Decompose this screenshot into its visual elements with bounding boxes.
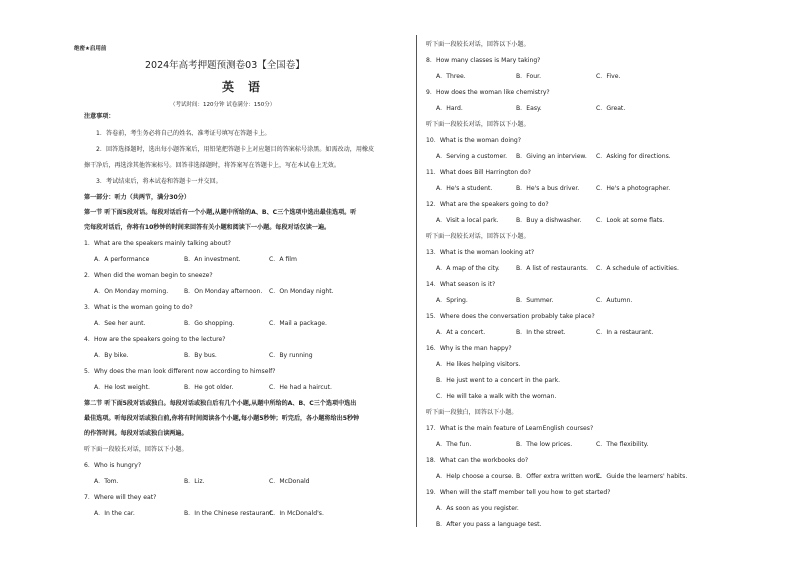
option[interactable]: C．He's a photographer.: [596, 185, 671, 192]
question-stem: 2．When did the woman begin to sneeze?: [84, 272, 213, 279]
section1-instructions: 第一节 听下面5段对话。每段对话后有一个小题,从题中所给的A、B、C三个选项中选出最佳选项。听: [84, 209, 357, 216]
option[interactable]: B．The low prices.: [516, 441, 573, 448]
column-divider: [416, 35, 417, 527]
question-stem: 12．What are the speakers going to do?: [426, 201, 549, 208]
notice-item: 1．答卷前，考生务必将自己的姓名、准考证号填写在答题卡上。: [96, 130, 271, 137]
question-stem: 5．Why does the man look different now according to himself?: [84, 368, 276, 375]
option[interactable]: A．At a concert.: [436, 329, 486, 336]
option[interactable]: A．Serving a customer.: [436, 153, 508, 160]
option[interactable]: B．In the street.: [516, 329, 566, 336]
question-stem: 18．What can the workbooks do?: [426, 457, 529, 464]
option[interactable]: A．On Monday morning.: [94, 288, 169, 295]
option[interactable]: A．A map of the city.: [436, 265, 500, 272]
option[interactable]: A．Hard.: [436, 105, 463, 112]
exam-meta: （考试时间：120分钟 试卷满分：150分）: [170, 102, 276, 108]
listen-prompt: 听下面一段较长对话，回答以下小题。: [426, 121, 530, 128]
option[interactable]: A．By bike.: [94, 352, 129, 359]
option[interactable]: B．Offer extra written work.: [516, 473, 602, 480]
question-stem: 4．How are the speakers going to the lecture?: [84, 336, 226, 343]
subject-title: 英语: [222, 80, 275, 94]
notice-item: 3．考试结束后，将本试卷和答题卡一并交回。: [96, 178, 222, 185]
listen-prompt: 听下面一段较长对话，回答以下小题。: [84, 446, 188, 453]
option[interactable]: A．In the car.: [94, 510, 135, 517]
option[interactable]: C．Asking for directions.: [596, 153, 671, 160]
option[interactable]: A．He likes helping visitors.: [436, 361, 521, 368]
option[interactable]: A．A performance: [94, 256, 150, 263]
option[interactable]: B．Buy a dishwasher.: [516, 217, 582, 224]
option[interactable]: C．He will take a walk with the woman.: [436, 393, 557, 400]
option[interactable]: B．Go shopping.: [184, 320, 235, 327]
option[interactable]: C．On Monday night.: [269, 288, 334, 295]
question-stem: 19．When will the staff member tell you how to get started?: [426, 489, 611, 496]
option[interactable]: C．In a restaurant.: [596, 329, 654, 336]
option[interactable]: B．Easy.: [516, 105, 542, 112]
option[interactable]: B．A list of restaurants.: [516, 265, 588, 272]
option[interactable]: A．See her aunt.: [94, 320, 146, 327]
option[interactable]: A．Spring.: [436, 297, 468, 304]
option[interactable]: B．Liz.: [184, 478, 205, 485]
option[interactable]: A．Three.: [436, 73, 466, 80]
section1-instructions: 完每段对话后，你将有10秒钟的时间来回答有关小题和阅读下一小题。每段对话仅读一遍。: [84, 224, 331, 231]
question-stem: 17．What is the main feature of LearnEnglish courses?: [426, 425, 594, 432]
option[interactable]: C．McDonald: [269, 478, 310, 485]
option[interactable]: B．He got older.: [184, 384, 234, 391]
question-stem: 9．How does the woman like chemistry?: [426, 89, 550, 96]
exam-title: 2024年高考押题预测卷03【全国卷】: [145, 60, 305, 71]
section2-instructions: 第二节 听下面5段对话或独白。每段对话或独白后有几个小题,从题中所给的A、B、C三个选项中选出: [84, 400, 357, 407]
option[interactable]: A．He's a student.: [436, 185, 493, 192]
option[interactable]: C．In McDonald's.: [269, 510, 324, 517]
option[interactable]: C．Five.: [596, 73, 621, 80]
notice-item: 擦干净后，再选涂其他答案标号。回答非选择题时，将答案写在答题卡上，写在本试卷上无效。: [84, 162, 340, 169]
listen-prompt: 听下面一段较长对话，回答以下小题。: [426, 233, 530, 240]
option[interactable]: B．Four.: [516, 73, 542, 80]
question-stem: 11．What does Bill Harrington do?: [426, 169, 531, 176]
question-stem: 1．What are the speakers mainly talking about?: [84, 240, 231, 247]
option[interactable]: C．Mail a package.: [269, 320, 327, 327]
option[interactable]: C．Autumn.: [596, 297, 633, 304]
option[interactable]: A．The fun.: [436, 441, 472, 448]
part1-heading: 第一部分：听力（共两节，满分30分）: [84, 194, 190, 201]
option[interactable]: C．By running: [269, 352, 313, 359]
question-stem: 3．What is the woman going to do?: [84, 304, 193, 311]
option[interactable]: A．Tom.: [94, 478, 119, 485]
option[interactable]: C．A film: [269, 256, 297, 263]
option[interactable]: B．He's a bus driver.: [516, 185, 580, 192]
secret-mark: 绝密★启用前: [74, 46, 107, 52]
option[interactable]: A．Help choose a course.: [436, 473, 514, 480]
question-stem: 15．Where does the conversation probably take place?: [426, 313, 595, 320]
section2-instructions: 的作答时间。每段对话或独白读两遍。: [84, 430, 188, 437]
option[interactable]: B．On Monday afternoon.: [184, 288, 263, 295]
option[interactable]: C．A schedule of activities.: [596, 265, 679, 272]
notice-item: 2．回答选择题时，选出每小题答案后，用铅笔把答题卡上对应题目的答案标号涂黑。如需改动，用橡皮: [96, 146, 375, 153]
section2-instructions: 最佳选项。听每段对话或独白前,你将有时间阅读各个小题,每小题5秒钟；听完后，各小题将给出5秒钟: [84, 415, 360, 422]
option[interactable]: B．Summer.: [516, 297, 554, 304]
option[interactable]: C．Guide the learners' habits.: [596, 473, 688, 480]
question-stem: 7．Where will they eat?: [84, 494, 157, 501]
option[interactable]: C．The flexibility.: [596, 441, 649, 448]
option[interactable]: A．Visit a local park.: [436, 217, 499, 224]
option[interactable]: B．Giving an interview.: [516, 153, 587, 160]
option[interactable]: B．An investment.: [184, 256, 241, 263]
option[interactable]: B．By bus.: [184, 352, 217, 359]
option[interactable]: C．Great.: [596, 105, 626, 112]
option[interactable]: B．He just went to a concert in the park.: [436, 377, 561, 384]
question-stem: 6．Who is hungry?: [84, 462, 142, 469]
question-stem: 8．How many classes is Mary taking?: [426, 57, 541, 64]
question-stem: 10．What is the woman doing?: [426, 137, 521, 144]
option[interactable]: C．Look at some flats.: [596, 217, 665, 224]
option[interactable]: B．After you pass a language test.: [436, 521, 542, 528]
option[interactable]: A．As soon as you register.: [436, 505, 519, 512]
question-stem: 13．What is the woman looking at?: [426, 249, 535, 256]
option[interactable]: B．In the Chinese restaurant.: [184, 510, 274, 517]
question-stem: 14．What season is it?: [426, 281, 496, 288]
option[interactable]: C．He had a haircut.: [269, 384, 332, 391]
listen-prompt: 听下面一段较长对话，回答以下小题。: [426, 41, 530, 48]
option[interactable]: A．He lost weight.: [94, 384, 150, 391]
listen-prompt: 听下面一段独白，回答以下小题。: [426, 409, 518, 416]
notice-heading: 注意事项：: [84, 113, 115, 120]
question-stem: 16．Why is the man happy?: [426, 345, 512, 352]
